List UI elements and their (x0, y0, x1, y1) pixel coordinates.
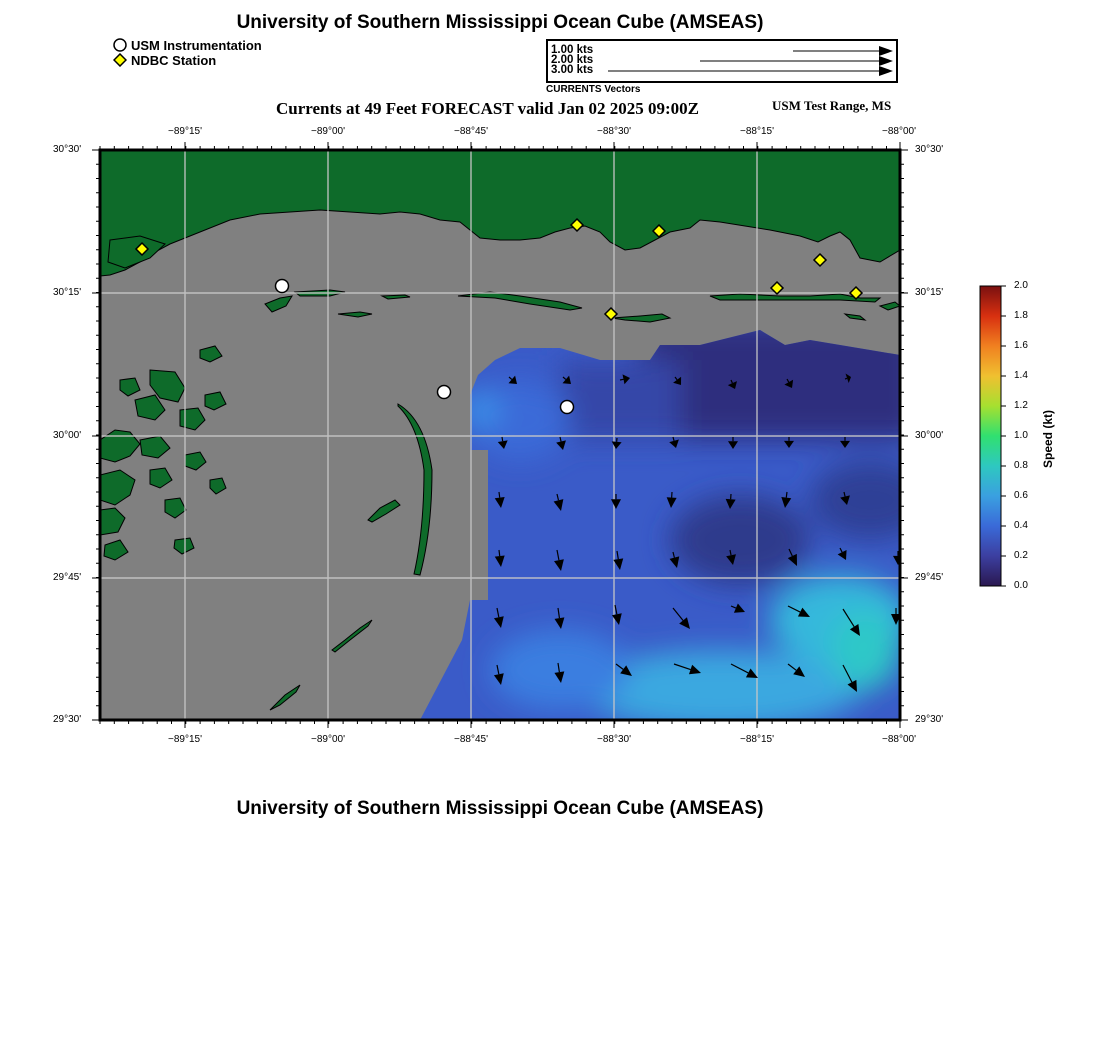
bottom-tick-label: −88°00' (882, 734, 916, 745)
bottom-tick-label: −88°45' (454, 734, 488, 745)
left-tick-label: 29°45' (53, 572, 82, 583)
colorbar-tick-label: 1.8 (1014, 310, 1028, 321)
usm-instrument-marker (561, 401, 574, 414)
colorbar-tick-label: 0.4 (1014, 520, 1028, 531)
colorbar-ticks (1001, 286, 1006, 586)
colorbar-tick-label: 0.0 (1014, 580, 1028, 591)
vector-key-caption: CURRENTS Vectors (546, 84, 641, 95)
colorbar-title: Speed (kt) (1041, 409, 1055, 468)
top-tick-label: −88°30' (597, 126, 631, 137)
colorbar-tick-label: 0.8 (1014, 460, 1028, 471)
right-tick-label: 30°00' (915, 430, 944, 441)
colorbar-tick-label: 0.6 (1014, 490, 1028, 501)
colorbar-tick-label: 2.0 (1014, 280, 1028, 291)
vector-key-label-2: 2.00 kts (551, 54, 594, 66)
colorbar-tick-label: 1.2 (1014, 400, 1028, 411)
bottom-tick-label: −88°30' (597, 734, 631, 745)
footer-title: University of Southern Mississippi Ocean Cube (AMSEAS) (236, 798, 764, 819)
right-tick-label: 30°30' (915, 144, 944, 155)
usm-instrument-marker (276, 280, 289, 293)
top-tick-label: −89°00' (311, 126, 345, 137)
left-tick-label: 30°30' (53, 144, 82, 155)
bottom-tick-label: −89°15' (168, 734, 202, 745)
top-tick-label: −88°00' (882, 126, 916, 137)
bottom-tick-label: −88°15' (740, 734, 774, 745)
legend-ndbc-label: NDBC Station (131, 52, 217, 68)
usm-instrument-marker (438, 386, 451, 399)
colorbar-tick-label: 0.2 (1014, 550, 1028, 561)
colorbar-tick-label: 1.0 (1014, 430, 1028, 441)
bottom-tick-label: −89°00' (311, 734, 345, 745)
top-tick-label: −89°15' (168, 126, 202, 137)
legend-usm-label: USM Instrumentation (131, 37, 262, 53)
right-tick-label: 30°15' (915, 287, 944, 298)
colorbar-tick-label: 1.6 (1014, 340, 1028, 351)
left-tick-label: 30°15' (53, 287, 82, 298)
left-tick-label: 30°00' (53, 430, 82, 441)
colorbar-tick-label: 1.4 (1014, 370, 1028, 381)
right-tick-label: 29°30' (915, 714, 944, 725)
map-title: University of Southern Mississippi Ocean Cube (AMSEAS) (236, 12, 764, 33)
vector-key-label-1: 1.00 kts (551, 44, 594, 56)
top-tick-label: −88°45' (454, 126, 488, 137)
right-tick-label: 29°45' (915, 572, 944, 583)
forecast-subtitle: Currents at 49 Feet FORECAST valid Jan 02 2025 09:00Z (276, 99, 699, 118)
vector-key-label-3: 3.00 kts (551, 64, 594, 76)
left-tick-label: 29°30' (53, 714, 82, 725)
test-range-label: USM Test Range, MS (772, 98, 892, 113)
top-tick-label: −88°15' (740, 126, 774, 137)
speed-colorbar (980, 286, 1001, 586)
